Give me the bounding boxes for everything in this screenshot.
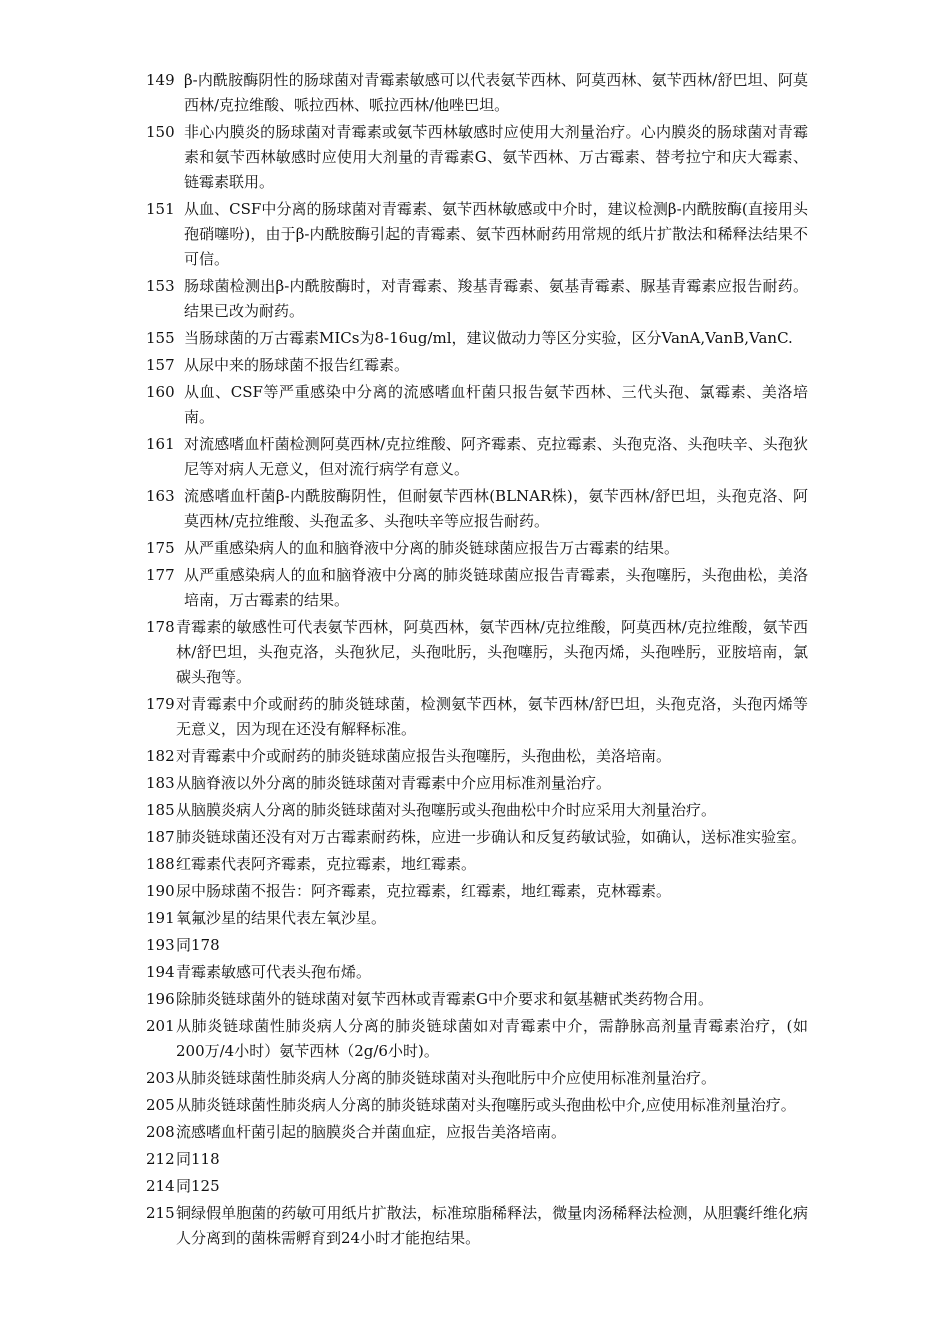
rule-number: 203 bbox=[146, 1069, 175, 1087]
rule-item bbox=[146, 744, 808, 769]
rule-text: 同118 bbox=[176, 1150, 220, 1168]
rule-text: β-内酰胺酶阴性的肠球菌对青霉素敏感可以代表氨苄西林、阿莫西林、氨苄西林/舒巴坦、阿莫西林/克拉维酸、哌拉西林、哌拉西林/他唑巴坦。 bbox=[184, 71, 808, 114]
rule-text: 流感嗜血杆菌引起的脑膜炎合并菌血症，应报告美洛培南。 bbox=[176, 1123, 567, 1141]
rule-number: 151 bbox=[146, 200, 175, 218]
rule-number: 188 bbox=[146, 855, 175, 873]
rule-text: 从脑膜炎病人分离的肺炎链球菌对头孢噻肟或头孢曲松中介时应采用大剂量治疗。 bbox=[176, 801, 717, 819]
rule-text: 从尿中来的肠球菌不报告红霉素。 bbox=[184, 356, 410, 374]
rule-number: 153 bbox=[146, 277, 175, 295]
rule-text: 对青霉素中介或耐药的肺炎链球菌，检测氨苄西林，氨苄西林/舒巴坦，头孢克洛，头孢丙烯等无意义，因为现在还没有解释标准。 bbox=[176, 695, 808, 738]
rule-text: 非心内膜炎的肠球菌对青霉素或氨苄西林敏感时应使用大剂量治疗。心内膜炎的肠球菌对青霉素和氨苄西林敏感时应使用大剂量的青霉素G、氨苄西林、万古霉素、替考拉宁和庆大霉素、链霉素联用。 bbox=[184, 123, 808, 191]
rule-item bbox=[146, 1120, 808, 1145]
rule-number: 161 bbox=[146, 435, 175, 453]
rule-item bbox=[146, 879, 808, 904]
rule-number: 178 bbox=[146, 618, 175, 636]
rule-number: 183 bbox=[146, 774, 175, 792]
rule-text: 当肠球菌的万古霉素MICs为8-16ug/ml，建议做动力等区分实验，区分VanA,VanB,VanC. bbox=[184, 329, 793, 347]
rule-number: 179 bbox=[146, 695, 175, 713]
rule-number: 193 bbox=[146, 936, 175, 954]
rule-item bbox=[146, 906, 808, 931]
rule-number: 194 bbox=[146, 963, 175, 981]
rule-item bbox=[146, 825, 808, 850]
rule-number: 214 bbox=[146, 1177, 175, 1195]
rule-item bbox=[146, 197, 808, 272]
rule-number: 205 bbox=[146, 1096, 175, 1114]
rule-text: 铜绿假单胞菌的药敏可用纸片扩散法，标准琼脂稀释法，微量肉汤稀释法检测，从胆囊纤维化病人分离到的菌株需孵育到24小时才能抱结果。 bbox=[176, 1204, 808, 1247]
rule-item bbox=[146, 771, 808, 796]
rule-text: 对流感嗜血杆菌检测阿莫西林/克拉维酸、阿齐霉素、克拉霉素、头孢克洛、头孢呋辛、头孢狄尼等对病人无意义，但对流行病学有意义。 bbox=[184, 435, 808, 478]
rule-number: 185 bbox=[146, 801, 175, 819]
rule-text: 红霉素代表阿齐霉素，克拉霉素，地红霉素。 bbox=[176, 855, 477, 873]
rule-text: 青霉素敏感可代表头孢布烯。 bbox=[176, 963, 372, 981]
rule-number: 150 bbox=[146, 123, 175, 141]
rule-text: 青霉素的敏感性可代表氨苄西林，阿莫西林，氨苄西林/克拉维酸，阿莫西林/克拉维酸，氨苄西林/舒巴坦，头孢克洛，头孢狄尼，头孢吡肟，头孢噻肟，头孢丙烯，头孢唑肟，亚胺培南，氯碳头孢等。 bbox=[176, 618, 808, 686]
rule-number: 157 bbox=[146, 356, 175, 374]
rule-item bbox=[146, 615, 808, 690]
rule-item bbox=[146, 933, 808, 958]
rule-number: 191 bbox=[146, 909, 175, 927]
rule-item bbox=[146, 432, 808, 482]
rule-text: 肺炎链球菌还没有对万古霉素耐药株，应进一步确认和反复药敏试验，如确认，送标准实验室。 bbox=[176, 828, 807, 846]
rule-text: 氧氟沙星的结果代表左氧沙星。 bbox=[176, 909, 387, 927]
rule-text: 从脑脊液以外分离的肺炎链球菌对青霉素中介应用标准剂量治疗。 bbox=[176, 774, 612, 792]
rule-number: 155 bbox=[146, 329, 175, 347]
rule-item bbox=[146, 1066, 808, 1091]
rule-number: 208 bbox=[146, 1123, 175, 1141]
rule-item bbox=[146, 68, 808, 118]
rule-text: 从血、CSF等严重感染中分离的流感嗜血杆菌只报告氨苄西林、三代头孢、氯霉素、美洛培南。 bbox=[184, 383, 808, 426]
rule-number: 187 bbox=[146, 828, 175, 846]
rule-item bbox=[146, 1014, 808, 1064]
rule-item bbox=[146, 484, 808, 534]
rule-item bbox=[146, 353, 808, 378]
rule-number: 163 bbox=[146, 487, 175, 505]
rule-text: 从肺炎链球菌性肺炎病人分离的肺炎链球菌对头孢吡肟中介应使用标准剂量治疗。 bbox=[176, 1069, 717, 1087]
rule-item bbox=[146, 1201, 808, 1251]
rule-text: 尿中肠球菌不报告：阿齐霉素，克拉霉素，红霉素，地红霉素，克林霉素。 bbox=[176, 882, 672, 900]
rule-number: 215 bbox=[146, 1204, 175, 1222]
rule-number: 160 bbox=[146, 383, 175, 401]
rule-item bbox=[146, 960, 808, 985]
rule-item bbox=[146, 380, 808, 430]
rule-number: 177 bbox=[146, 566, 175, 584]
rule-text: 对青霉素中介或耐药的肺炎链球菌应报告头孢噻肟，头孢曲松，美洛培南。 bbox=[176, 747, 672, 765]
rule-number: 196 bbox=[146, 990, 175, 1008]
rule-item bbox=[146, 798, 808, 823]
rule-number: 212 bbox=[146, 1150, 175, 1168]
rule-item bbox=[146, 1174, 808, 1199]
rule-item bbox=[146, 852, 808, 877]
rule-text: 从严重感染病人的血和脑脊液中分离的肺炎链球菌应报告万古霉素的结果。 bbox=[184, 539, 680, 557]
rule-item bbox=[146, 1147, 808, 1172]
rule-item bbox=[146, 120, 808, 195]
rules-list bbox=[146, 68, 808, 1253]
rule-item bbox=[146, 987, 808, 1012]
rule-item bbox=[146, 563, 808, 613]
rule-text: 同178 bbox=[176, 936, 220, 954]
rule-text: 同125 bbox=[176, 1177, 220, 1195]
rule-number: 149 bbox=[146, 71, 175, 89]
rule-text: 除肺炎链球菌外的链球菌对氨苄西林或青霉素G中介要求和氨基糖甙类药物合用。 bbox=[176, 990, 713, 1008]
rule-text: 从肺炎链球菌性肺炎病人分离的肺炎链球菌如对青霉素中介，需静脉高剂量青霉素治疗，(如200万/4小时）氨苄西林（2g/6小时)。 bbox=[176, 1017, 808, 1060]
rule-text: 从血、CSF中分离的肠球菌对青霉素、氨苄西林敏感或中介时，建议检测β-内酰胺酶(直接用头孢硝噻吩)，由于β-内酰胺酶引起的青霉素、氨苄西林耐药用常规的纸片扩散法和稀释法结果不可信。 bbox=[184, 200, 808, 268]
rule-item bbox=[146, 326, 808, 351]
rule-text: 从严重感染病人的血和脑脊液中分离的肺炎链球菌应报告青霉素，头孢噻肟，头孢曲松，美洛培南，万古霉素的结果。 bbox=[184, 566, 808, 609]
rule-number: 175 bbox=[146, 539, 175, 557]
rule-text: 从肺炎链球菌性肺炎病人分离的肺炎链球菌对头孢噻肟或头孢曲松中介,应使用标准剂量治疗。 bbox=[176, 1096, 796, 1114]
rule-item bbox=[146, 536, 808, 561]
rule-item bbox=[146, 274, 808, 324]
rule-item bbox=[146, 692, 808, 742]
rule-number: 201 bbox=[146, 1017, 175, 1035]
rule-text: 肠球菌检测出β-内酰胺酶时，对青霉素、羧基青霉素、氨基青霉素、脲基青霉素应报告耐药。结果已改为耐药。 bbox=[184, 277, 808, 320]
rule-text: 流感嗜血杆菌β-内酰胺酶阴性，但耐氨苄西林(BLNAR株)，氨苄西林/舒巴坦，头孢克洛、阿莫西林/克拉维酸、头孢孟多、头孢呋辛等应报告耐药。 bbox=[184, 487, 808, 530]
rule-item bbox=[146, 1093, 808, 1118]
rule-number: 190 bbox=[146, 882, 175, 900]
rule-number: 182 bbox=[146, 747, 175, 765]
